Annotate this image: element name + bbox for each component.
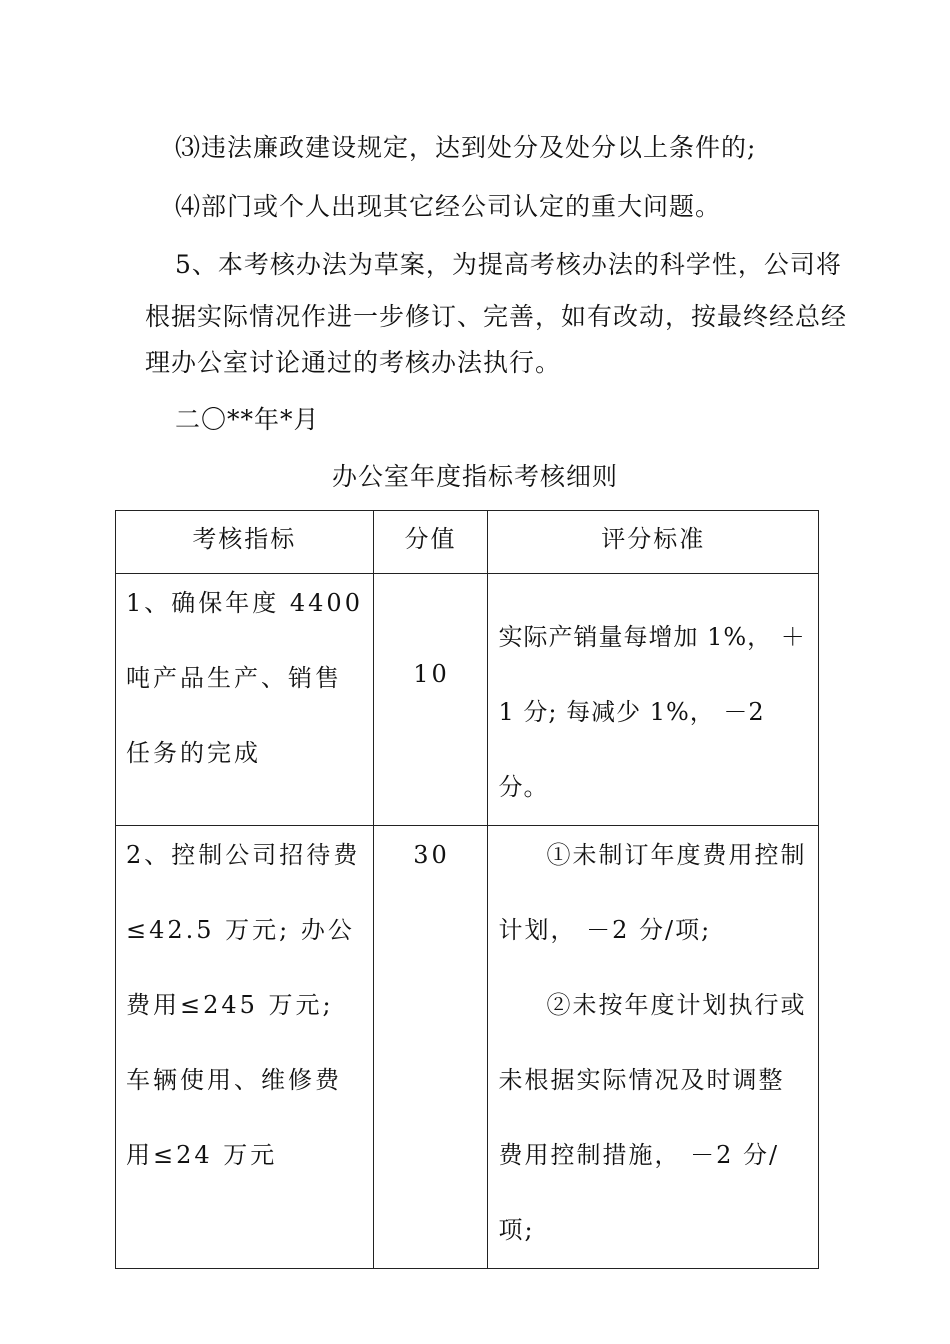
criteria-cell: 实际产销量每增加 1%， ＋1 分; 每减少 1%， －2 分。 [488,574,819,826]
assessment-table [115,510,819,1269]
table-title: 办公室年度指标考核细则 [331,462,618,491]
paragraph-item-3: ⑶违法廉政建设规定，达到处分及处分以上条件的; [175,133,757,162]
score-cell: 30 [373,826,488,1269]
table-row [116,826,819,1269]
header-criteria: 评分标准 [488,511,819,574]
paragraph-item-5-line-1: 5、本考核办法为草案，为提高考核办法的科学性，公司将 [175,250,842,279]
criteria-cell [488,826,819,1269]
criteria-item-1: ①未制订年度费用控制计划， －2 分/项; [498,841,807,944]
indicator-cell: 2、控制公司招待费≤42.5 万元; 办公费用≤245 万元; 车辆使用、维修费用≤24 万元 [116,826,374,1269]
date-line: 二〇**年*月 [175,405,320,434]
paragraph-item-4: ⑷部门或个人出现其它经公司认定的重大问题。 [175,192,722,221]
indicator-cell: 1、确保年度 4400 吨产品生产、销售任务的完成 [116,574,374,826]
header-indicator: 考核指标 [116,511,374,574]
table-header-row [116,511,819,574]
paragraph-item-5-line-3: 理办公室讨论通过的考核办法执行。 [145,348,562,377]
criteria-item-2: ②未按年度计划执行或未根据实际情况及时调整费用控制措施， －2 分/项; [498,991,807,1244]
score-cell: 10 [373,574,488,826]
table-row [116,574,819,826]
header-score: 分值 [373,511,488,574]
paragraph-item-5-line-2: 根据实际情况作进一步修订、完善，如有改动，按最终经总经 [145,302,848,331]
